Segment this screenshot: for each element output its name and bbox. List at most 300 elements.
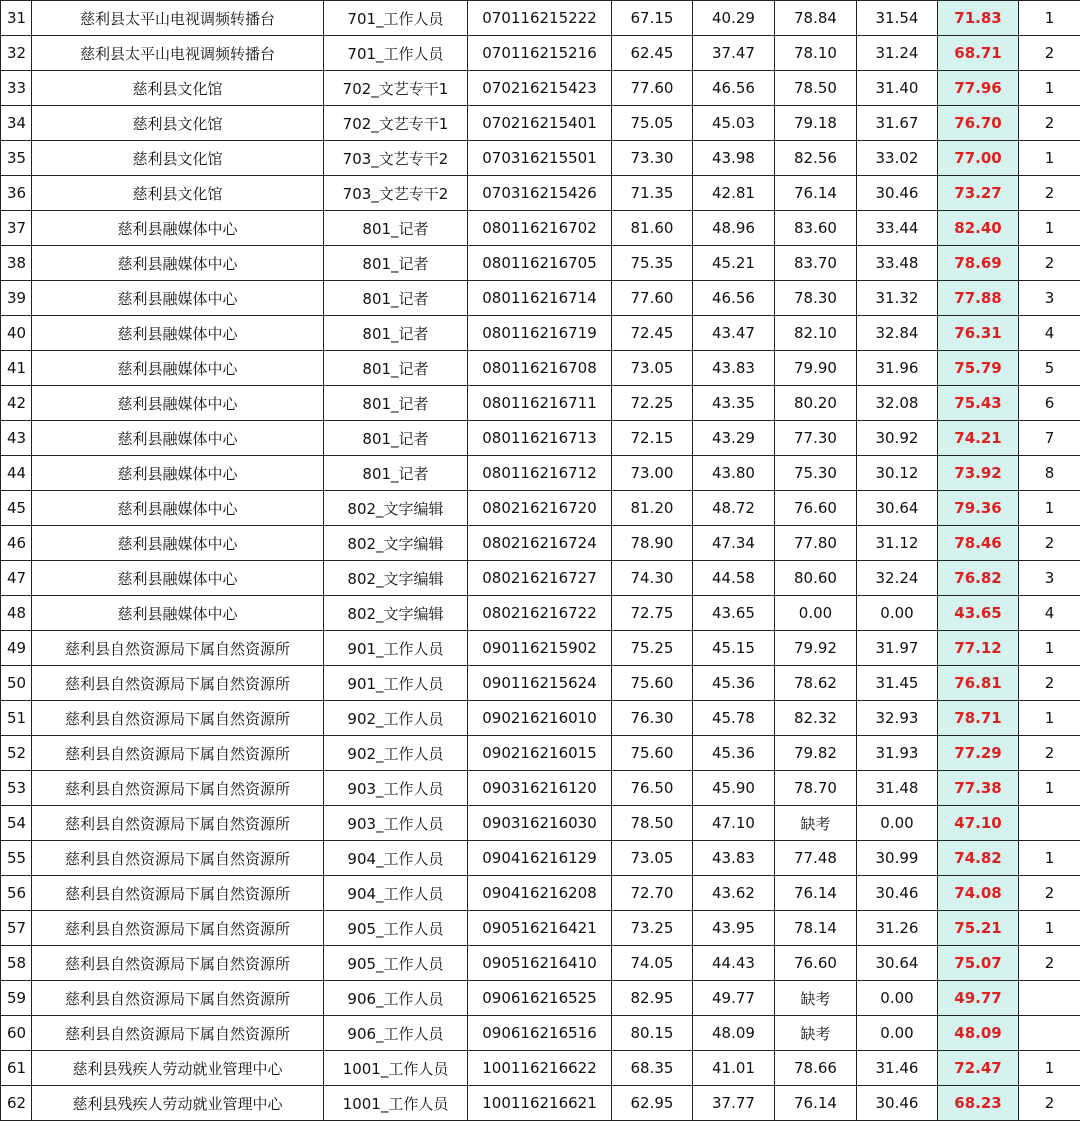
row-index-cell: 46 [1, 526, 32, 561]
position-cell: 702_文艺专干1 [324, 106, 468, 141]
exam-number-cell: 080116216714 [468, 281, 612, 316]
table-row [1, 1, 1080, 36]
interview-score-cell: 78.30 [775, 281, 857, 316]
interview-weighted-cell: 32.84 [857, 316, 938, 351]
rank-cell: 2 [1019, 246, 1080, 281]
rank-cell [1019, 806, 1080, 841]
row-index-cell: 49 [1, 631, 32, 666]
position-cell: 701_工作人员 [324, 1, 468, 36]
table-row [1, 281, 1080, 316]
interview-weighted-cell: 31.24 [857, 36, 938, 71]
interview-weighted-cell: 30.64 [857, 491, 938, 526]
row-index-cell: 41 [1, 351, 32, 386]
exam-number-cell: 080216216724 [468, 526, 612, 561]
written-score-cell: 76.50 [612, 771, 693, 806]
interview-weighted-cell: 0.00 [857, 1016, 938, 1051]
interview-weighted-cell: 30.99 [857, 841, 938, 876]
total-score-cell: 77.88 [938, 281, 1019, 316]
row-index-cell: 44 [1, 456, 32, 491]
interview-weighted-cell: 31.12 [857, 526, 938, 561]
interview-weighted-cell: 31.97 [857, 631, 938, 666]
position-cell: 901_工作人员 [324, 666, 468, 701]
interview-weighted-cell: 31.40 [857, 71, 938, 106]
total-score-cell: 76.31 [938, 316, 1019, 351]
rank-cell: 2 [1019, 876, 1080, 911]
total-score-cell: 72.47 [938, 1051, 1019, 1086]
exam-number-cell: 090516216421 [468, 911, 612, 946]
written-score-cell: 73.05 [612, 841, 693, 876]
table-body [1, 1, 1080, 1121]
total-score-cell: 75.43 [938, 386, 1019, 421]
written-score-cell: 74.30 [612, 561, 693, 596]
exam-number-cell: 080116216713 [468, 421, 612, 456]
employer-cell: 慈利县文化馆 [32, 71, 324, 106]
employer-cell: 慈利县自然资源局下属自然资源所 [32, 911, 324, 946]
position-cell: 801_记者 [324, 211, 468, 246]
exam-number-cell: 090216216015 [468, 736, 612, 771]
total-score-cell: 74.82 [938, 841, 1019, 876]
position-cell: 902_工作人员 [324, 701, 468, 736]
exam-number-cell: 070316215426 [468, 176, 612, 211]
table-row [1, 701, 1080, 736]
table-row [1, 876, 1080, 911]
rank-cell: 1 [1019, 141, 1080, 176]
total-score-cell: 75.79 [938, 351, 1019, 386]
interview-weighted-cell: 30.46 [857, 176, 938, 211]
written-score-cell: 75.60 [612, 736, 693, 771]
row-index-cell: 53 [1, 771, 32, 806]
written-weighted-cell: 43.95 [693, 911, 775, 946]
position-cell: 802_文字编辑 [324, 491, 468, 526]
position-cell: 802_文字编辑 [324, 526, 468, 561]
total-score-cell: 77.96 [938, 71, 1019, 106]
employer-cell: 慈利县融媒体中心 [32, 491, 324, 526]
written-score-cell: 72.75 [612, 596, 693, 631]
rank-cell: 2 [1019, 106, 1080, 141]
total-score-cell: 73.27 [938, 176, 1019, 211]
total-score-cell: 73.92 [938, 456, 1019, 491]
written-score-cell: 75.60 [612, 666, 693, 701]
interview-weighted-cell: 30.12 [857, 456, 938, 491]
written-weighted-cell: 45.21 [693, 246, 775, 281]
rank-cell: 4 [1019, 316, 1080, 351]
row-index-cell: 38 [1, 246, 32, 281]
table-row [1, 1086, 1080, 1121]
row-index-cell: 51 [1, 701, 32, 736]
table-row [1, 526, 1080, 561]
written-score-cell: 68.35 [612, 1051, 693, 1086]
exam-number-cell: 080116216702 [468, 211, 612, 246]
employer-cell: 慈利县太平山电视调频转播台 [32, 1, 324, 36]
row-index-cell: 43 [1, 421, 32, 456]
row-index-cell: 47 [1, 561, 32, 596]
exam-number-cell: 090416216129 [468, 841, 612, 876]
position-cell: 801_记者 [324, 316, 468, 351]
interview-score-cell: 78.10 [775, 36, 857, 71]
row-index-cell: 45 [1, 491, 32, 526]
interview-score-cell: 缺考 [775, 981, 857, 1016]
written-weighted-cell: 43.65 [693, 596, 775, 631]
employer-cell: 慈利县融媒体中心 [32, 386, 324, 421]
written-score-cell: 82.95 [612, 981, 693, 1016]
total-score-cell: 77.38 [938, 771, 1019, 806]
interview-weighted-cell: 31.46 [857, 1051, 938, 1086]
written-weighted-cell: 46.56 [693, 71, 775, 106]
position-cell: 906_工作人员 [324, 1016, 468, 1051]
written-score-cell: 74.05 [612, 946, 693, 981]
written-score-cell: 80.15 [612, 1016, 693, 1051]
rank-cell: 8 [1019, 456, 1080, 491]
interview-score-cell: 78.84 [775, 1, 857, 36]
total-score-cell: 75.21 [938, 911, 1019, 946]
employer-cell: 慈利县残疾人劳动就业管理中心 [32, 1051, 324, 1086]
rank-cell: 2 [1019, 36, 1080, 71]
interview-score-cell: 76.60 [775, 491, 857, 526]
table-row [1, 841, 1080, 876]
row-index-cell: 36 [1, 176, 32, 211]
row-index-cell: 40 [1, 316, 32, 351]
table-row [1, 561, 1080, 596]
row-index-cell: 31 [1, 1, 32, 36]
row-index-cell: 42 [1, 386, 32, 421]
written-score-cell: 75.25 [612, 631, 693, 666]
interview-score-cell: 83.60 [775, 211, 857, 246]
interview-score-cell: 75.30 [775, 456, 857, 491]
total-score-cell: 43.65 [938, 596, 1019, 631]
written-weighted-cell: 43.80 [693, 456, 775, 491]
total-score-cell: 75.07 [938, 946, 1019, 981]
employer-cell: 慈利县融媒体中心 [32, 246, 324, 281]
table-row [1, 771, 1080, 806]
interview-weighted-cell: 30.46 [857, 876, 938, 911]
employer-cell: 慈利县融媒体中心 [32, 351, 324, 386]
written-score-cell: 77.60 [612, 281, 693, 316]
exam-number-cell: 090616216525 [468, 981, 612, 1016]
exam-number-cell: 080216216720 [468, 491, 612, 526]
written-score-cell: 73.00 [612, 456, 693, 491]
interview-weighted-cell: 31.93 [857, 736, 938, 771]
interview-score-cell: 82.32 [775, 701, 857, 736]
written-weighted-cell: 46.56 [693, 281, 775, 316]
exam-number-cell: 080116216708 [468, 351, 612, 386]
interview-score-cell: 78.14 [775, 911, 857, 946]
row-index-cell: 32 [1, 36, 32, 71]
exam-number-cell: 090316216120 [468, 771, 612, 806]
employer-cell: 慈利县融媒体中心 [32, 421, 324, 456]
total-score-cell: 76.82 [938, 561, 1019, 596]
interview-weighted-cell: 31.67 [857, 106, 938, 141]
rank-cell: 1 [1019, 911, 1080, 946]
interview-weighted-cell: 32.08 [857, 386, 938, 421]
interview-weighted-cell: 30.46 [857, 1086, 938, 1121]
employer-cell: 慈利县自然资源局下属自然资源所 [32, 631, 324, 666]
interview-score-cell: 77.48 [775, 841, 857, 876]
employer-cell: 慈利县文化馆 [32, 176, 324, 211]
table-row [1, 946, 1080, 981]
written-weighted-cell: 42.81 [693, 176, 775, 211]
position-cell: 906_工作人员 [324, 981, 468, 1016]
position-cell: 903_工作人员 [324, 806, 468, 841]
interview-weighted-cell: 32.24 [857, 561, 938, 596]
interview-weighted-cell: 31.32 [857, 281, 938, 316]
position-cell: 802_文字编辑 [324, 596, 468, 631]
written-score-cell: 73.25 [612, 911, 693, 946]
total-score-cell: 47.10 [938, 806, 1019, 841]
row-index-cell: 61 [1, 1051, 32, 1086]
position-cell: 801_记者 [324, 456, 468, 491]
table-row [1, 456, 1080, 491]
total-score-cell: 74.21 [938, 421, 1019, 456]
rank-cell: 1 [1019, 1051, 1080, 1086]
row-index-cell: 33 [1, 71, 32, 106]
written-weighted-cell: 47.34 [693, 526, 775, 561]
written-weighted-cell: 43.83 [693, 351, 775, 386]
total-score-cell: 74.08 [938, 876, 1019, 911]
employer-cell: 慈利县融媒体中心 [32, 211, 324, 246]
position-cell: 1001_工作人员 [324, 1086, 468, 1121]
table-row [1, 1051, 1080, 1086]
written-score-cell: 72.25 [612, 386, 693, 421]
written-weighted-cell: 45.15 [693, 631, 775, 666]
table-row [1, 666, 1080, 701]
interview-weighted-cell: 33.48 [857, 246, 938, 281]
row-index-cell: 37 [1, 211, 32, 246]
exam-number-cell: 090116215902 [468, 631, 612, 666]
interview-score-cell: 82.10 [775, 316, 857, 351]
interview-score-cell: 79.92 [775, 631, 857, 666]
row-index-cell: 58 [1, 946, 32, 981]
interview-score-cell: 80.60 [775, 561, 857, 596]
employer-cell: 慈利县自然资源局下属自然资源所 [32, 981, 324, 1016]
interview-weighted-cell: 0.00 [857, 981, 938, 1016]
written-weighted-cell: 44.43 [693, 946, 775, 981]
written-score-cell: 81.20 [612, 491, 693, 526]
table-row [1, 211, 1080, 246]
interview-weighted-cell: 31.45 [857, 666, 938, 701]
table-row [1, 596, 1080, 631]
exam-number-cell: 090416216208 [468, 876, 612, 911]
written-score-cell: 72.70 [612, 876, 693, 911]
total-score-cell: 68.71 [938, 36, 1019, 71]
exam-number-cell: 090516216410 [468, 946, 612, 981]
exam-number-cell: 070216215423 [468, 71, 612, 106]
total-score-cell: 76.81 [938, 666, 1019, 701]
row-index-cell: 52 [1, 736, 32, 771]
interview-score-cell: 缺考 [775, 1016, 857, 1051]
written-weighted-cell: 43.35 [693, 386, 775, 421]
written-score-cell: 67.15 [612, 1, 693, 36]
interview-score-cell: 76.60 [775, 946, 857, 981]
total-score-cell: 77.12 [938, 631, 1019, 666]
total-score-cell: 82.40 [938, 211, 1019, 246]
interview-weighted-cell: 31.48 [857, 771, 938, 806]
row-index-cell: 59 [1, 981, 32, 1016]
interview-weighted-cell: 31.26 [857, 911, 938, 946]
table-row [1, 806, 1080, 841]
position-cell: 905_工作人员 [324, 946, 468, 981]
exam-number-cell: 080116216705 [468, 246, 612, 281]
rank-cell: 1 [1019, 841, 1080, 876]
employer-cell: 慈利县自然资源局下属自然资源所 [32, 1016, 324, 1051]
written-score-cell: 78.90 [612, 526, 693, 561]
written-weighted-cell: 41.01 [693, 1051, 775, 1086]
table-row [1, 421, 1080, 456]
position-cell: 905_工作人员 [324, 911, 468, 946]
row-index-cell: 39 [1, 281, 32, 316]
total-score-cell: 76.70 [938, 106, 1019, 141]
table-row [1, 36, 1080, 71]
total-score-cell: 48.09 [938, 1016, 1019, 1051]
row-index-cell: 56 [1, 876, 32, 911]
position-cell: 904_工作人员 [324, 876, 468, 911]
written-weighted-cell: 44.58 [693, 561, 775, 596]
total-score-cell: 77.00 [938, 141, 1019, 176]
rank-cell: 2 [1019, 946, 1080, 981]
row-index-cell: 60 [1, 1016, 32, 1051]
exam-number-cell: 100116216622 [468, 1051, 612, 1086]
written-weighted-cell: 48.72 [693, 491, 775, 526]
employer-cell: 慈利县自然资源局下属自然资源所 [32, 666, 324, 701]
table-row [1, 736, 1080, 771]
interview-score-cell: 76.14 [775, 176, 857, 211]
table-row [1, 176, 1080, 211]
rank-cell: 2 [1019, 666, 1080, 701]
position-cell: 801_记者 [324, 281, 468, 316]
total-score-cell: 78.69 [938, 246, 1019, 281]
written-weighted-cell: 43.47 [693, 316, 775, 351]
interview-score-cell: 缺考 [775, 806, 857, 841]
exam-number-cell: 090116215624 [468, 666, 612, 701]
position-cell: 801_记者 [324, 246, 468, 281]
employer-cell: 慈利县自然资源局下属自然资源所 [32, 771, 324, 806]
written-score-cell: 75.35 [612, 246, 693, 281]
written-weighted-cell: 48.96 [693, 211, 775, 246]
interview-weighted-cell: 0.00 [857, 596, 938, 631]
exam-number-cell: 080116216719 [468, 316, 612, 351]
interview-score-cell: 78.66 [775, 1051, 857, 1086]
written-weighted-cell: 45.78 [693, 701, 775, 736]
position-cell: 701_工作人员 [324, 36, 468, 71]
employer-cell: 慈利县残疾人劳动就业管理中心 [32, 1086, 324, 1121]
employer-cell: 慈利县融媒体中心 [32, 316, 324, 351]
employer-cell: 慈利县融媒体中心 [32, 456, 324, 491]
total-score-cell: 78.71 [938, 701, 1019, 736]
position-cell: 703_文艺专干2 [324, 176, 468, 211]
employer-cell: 慈利县融媒体中心 [32, 561, 324, 596]
table-row [1, 71, 1080, 106]
interview-score-cell: 76.14 [775, 876, 857, 911]
employer-cell: 慈利县自然资源局下属自然资源所 [32, 806, 324, 841]
table-row [1, 631, 1080, 666]
rank-cell: 1 [1019, 771, 1080, 806]
written-score-cell: 62.95 [612, 1086, 693, 1121]
interview-score-cell: 82.56 [775, 141, 857, 176]
rank-cell: 1 [1019, 491, 1080, 526]
employer-cell: 慈利县自然资源局下属自然资源所 [32, 946, 324, 981]
rank-cell: 7 [1019, 421, 1080, 456]
exam-number-cell: 070116215216 [468, 36, 612, 71]
rank-cell: 2 [1019, 736, 1080, 771]
interview-weighted-cell: 30.92 [857, 421, 938, 456]
employer-cell: 慈利县自然资源局下属自然资源所 [32, 701, 324, 736]
exam-number-cell: 080216216727 [468, 561, 612, 596]
written-score-cell: 62.45 [612, 36, 693, 71]
total-score-cell: 79.36 [938, 491, 1019, 526]
interview-score-cell: 78.62 [775, 666, 857, 701]
row-index-cell: 34 [1, 106, 32, 141]
exam-number-cell: 080116216711 [468, 386, 612, 421]
interview-weighted-cell: 0.00 [857, 806, 938, 841]
exam-number-cell: 100116216621 [468, 1086, 612, 1121]
rank-cell: 1 [1019, 631, 1080, 666]
exam-number-cell: 070116215222 [468, 1, 612, 36]
interview-weighted-cell: 33.02 [857, 141, 938, 176]
employer-cell: 慈利县文化馆 [32, 106, 324, 141]
rank-cell: 3 [1019, 281, 1080, 316]
row-index-cell: 48 [1, 596, 32, 631]
total-score-cell: 49.77 [938, 981, 1019, 1016]
exam-number-cell: 090616216516 [468, 1016, 612, 1051]
exam-number-cell: 080116216712 [468, 456, 612, 491]
rank-cell: 2 [1019, 176, 1080, 211]
table-row [1, 981, 1080, 1016]
interview-score-cell: 76.14 [775, 1086, 857, 1121]
interview-score-cell: 83.70 [775, 246, 857, 281]
written-weighted-cell: 49.77 [693, 981, 775, 1016]
row-index-cell: 54 [1, 806, 32, 841]
total-score-cell: 68.23 [938, 1086, 1019, 1121]
written-weighted-cell: 45.36 [693, 736, 775, 771]
position-cell: 703_文艺专干2 [324, 141, 468, 176]
exam-number-cell: 090316216030 [468, 806, 612, 841]
position-cell: 902_工作人员 [324, 736, 468, 771]
employer-cell: 慈利县自然资源局下属自然资源所 [32, 876, 324, 911]
rank-cell: 5 [1019, 351, 1080, 386]
interview-weighted-cell: 31.96 [857, 351, 938, 386]
rank-cell: 6 [1019, 386, 1080, 421]
written-score-cell: 72.15 [612, 421, 693, 456]
exam-number-cell: 070216215401 [468, 106, 612, 141]
rank-cell: 1 [1019, 71, 1080, 106]
employer-cell: 慈利县文化馆 [32, 141, 324, 176]
rank-cell: 4 [1019, 596, 1080, 631]
exam-number-cell: 080216216722 [468, 596, 612, 631]
exam-number-cell: 070316215501 [468, 141, 612, 176]
written-score-cell: 73.30 [612, 141, 693, 176]
rank-cell: 3 [1019, 561, 1080, 596]
position-cell: 702_文艺专干1 [324, 71, 468, 106]
written-weighted-cell: 43.29 [693, 421, 775, 456]
rank-cell [1019, 981, 1080, 1016]
total-score-cell: 78.46 [938, 526, 1019, 561]
interview-score-cell: 0.00 [775, 596, 857, 631]
written-score-cell: 73.05 [612, 351, 693, 386]
written-weighted-cell: 43.62 [693, 876, 775, 911]
interview-score-cell: 78.70 [775, 771, 857, 806]
interview-score-cell: 77.30 [775, 421, 857, 456]
interview-score-cell: 77.80 [775, 526, 857, 561]
row-index-cell: 62 [1, 1086, 32, 1121]
written-weighted-cell: 45.90 [693, 771, 775, 806]
written-score-cell: 72.45 [612, 316, 693, 351]
written-weighted-cell: 37.77 [693, 1086, 775, 1121]
interview-score-cell: 79.90 [775, 351, 857, 386]
written-score-cell: 71.35 [612, 176, 693, 211]
written-score-cell: 77.60 [612, 71, 693, 106]
position-cell: 904_工作人员 [324, 841, 468, 876]
interview-weighted-cell: 33.44 [857, 211, 938, 246]
position-cell: 801_记者 [324, 351, 468, 386]
